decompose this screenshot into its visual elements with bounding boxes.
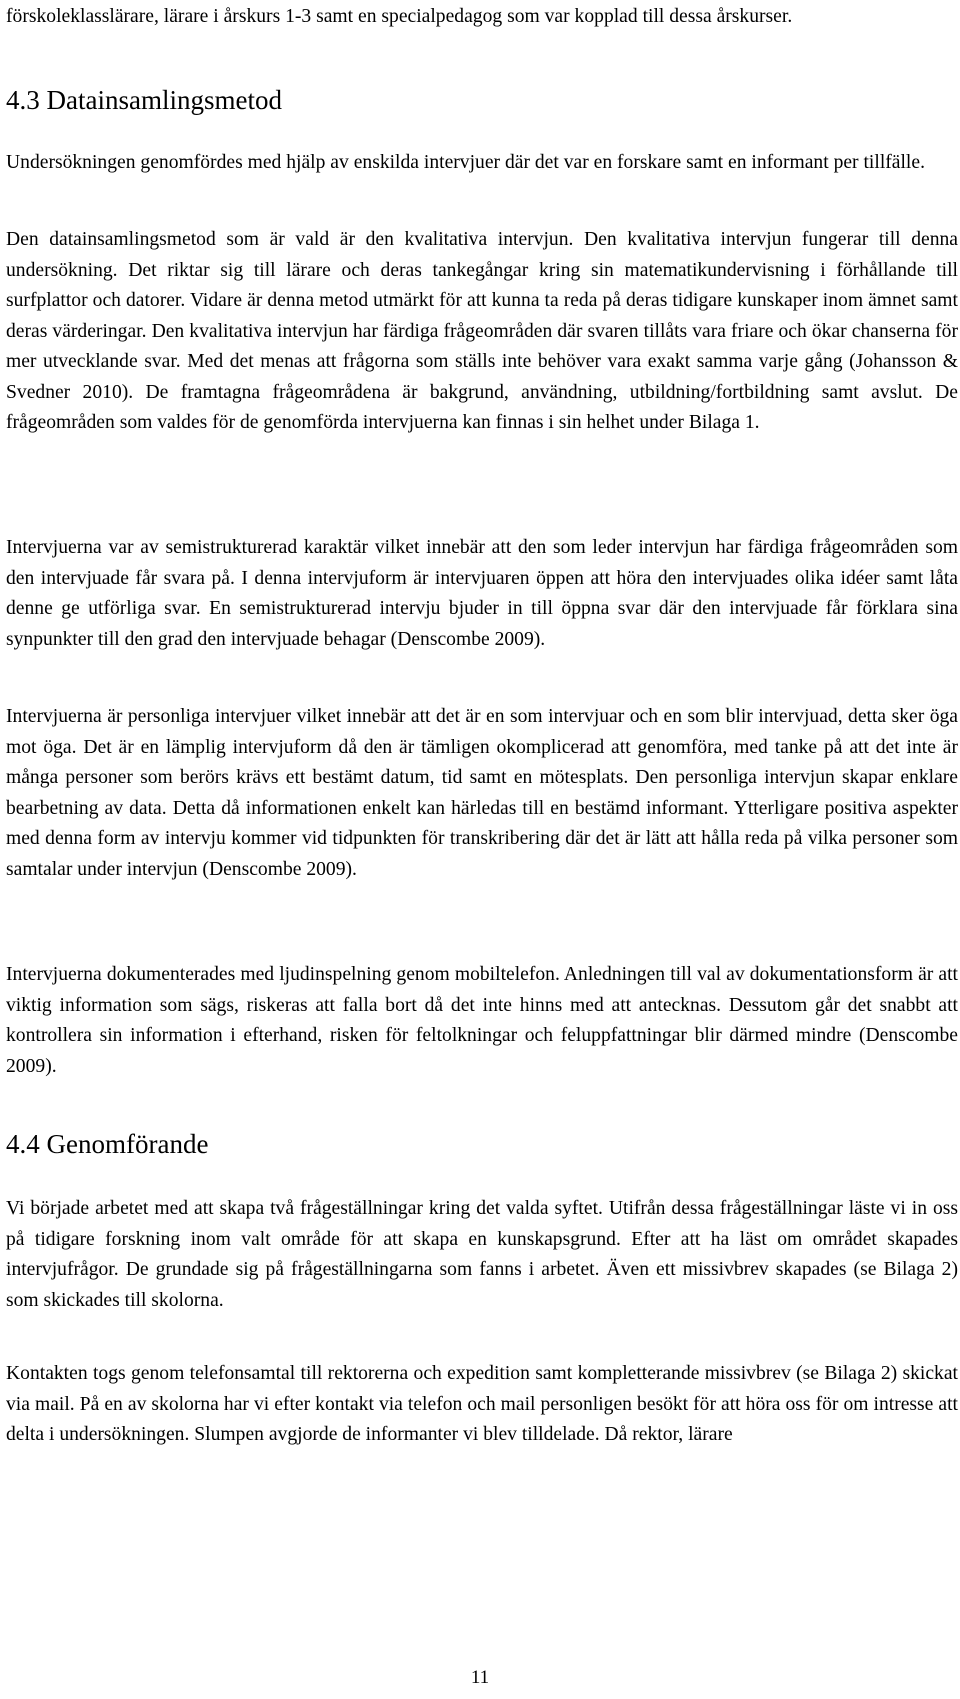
body-paragraph: Kontakten togs genom telefonsamtal till rektorerna och expedition samt kompletterande missivbrev (se Bilaga 2) skickat via mail. På en av skolorna har vi efter kontakt via telefon och mail personligen besökt för att höra oss för om intresse att delta i undersökningen. Slumpen avgjorde de informanter vi blev tilldelade. Då rektor, lärare — [6, 1363, 958, 1445]
body-paragraph: Intervjuerna var av semistrukturerad karaktär vilket innebär att den som leder intervjun har färdiga frågeområden som den intervjuade får svara på. I denna intervjuform är intervjuaren öppen att höra den intervjuades olika idéer samt låta denne ge utförliga svar. En semistrukturerad intervju bjuder in till öppna svar där den intervjuade får förklara sina synpunkter till den grad den intervjuade behagar (Denscombe 2009). — [6, 537, 958, 650]
body-paragraph: Vi började arbetet med att skapa två frågeställningar kring det valda syftet. Utifrån dessa frågeställningar läste vi in oss på tidigare forskning inom valt område för att skapa en kunskapsgrund. Efter att ha läst om området skapades intervjufrågor. De grundade sig på frågeställningarna som fanns i arbetet. Även ett missivbrev skapades (se Bilaga 2) som skickades till skolorna. — [6, 1198, 958, 1311]
intro-continuation-paragraph: förskoleklasslärare, lärare i årskurs 1-3 samt en specialpedagog som var kopplad till dessa årskurser. — [6, 6, 793, 27]
body-paragraph: Undersökningen genomfördes med hjälp av enskilda intervjuer där det var en forskare samt en informant per tillfälle. — [6, 152, 925, 173]
body-paragraph: Den datainsamlingsmetod som är vald är den kvalitativa intervjun. Den kvalitativa intervjun fungerar till denna undersökning. Det riktar sig till lärare och deras tankegångar kring sin matematikundervisning i förhållande till surfplattor och datorer. Vidare är denna metod utmärkt för att kunna ta reda på deras tidigare kunskaper inom ämnet samt deras värderingar. Den kvalitativa intervjun har färdiga frågeområden där svaren tillåts vara friare och ökar chanserna för mer utvecklande svar. Med det menas att frågorna som ställs inte behöver vara exakt samma varje gång (Johansson & Svedner 2010). De framtagna frågeområdena är bakgrund, användning, utbildning/fortbildning samt avslut. De frågeområden som valdes för de genomförda intervjuerna kan finnas i sin helhet under Bilaga 1. — [6, 229, 958, 433]
page-number: 11 — [470, 1667, 490, 1688]
section-heading-datainsamlingsmetod: 4.3 Datainsamlingsmetod — [6, 85, 282, 115]
section-heading-genomforande: 4.4 Genomförande — [6, 1129, 209, 1159]
body-paragraph: Intervjuerna är personliga intervjuer vilket innebär att det är en som intervjuar och en som blir intervjuad, detta sker öga mot öga. Det är en lämplig intervjuform då den är tämligen okomplicerad att genomföra, med tanke på att det inte är många personer som berörs krävs ett bestämt datum, tid samt en mötesplats. Den personliga intervjun skapar enklare bearbetning av data. Detta då informationen enkelt kan härledas till en bestämd informant. Ytterligare positiva aspekter med denna form av intervju kommer vid tidpunkten för transkribering där det är lätt att hålla reda på vilka personer som samtalar under intervjun (Denscombe 2009). — [6, 706, 958, 880]
body-paragraph: Intervjuerna dokumenterades med ljudinspelning genom mobiltelefon. Anledningen till val av dokumentationsform är att viktig information som sägs, riskeras att falla bort då det inte hinns med att antecknas. Dessutom går det snabbt att kontrollera sin information i efterhand, risken för feltolkningar och feluppfattningar blir därmed mindre (Denscombe 2009). — [6, 964, 958, 1077]
